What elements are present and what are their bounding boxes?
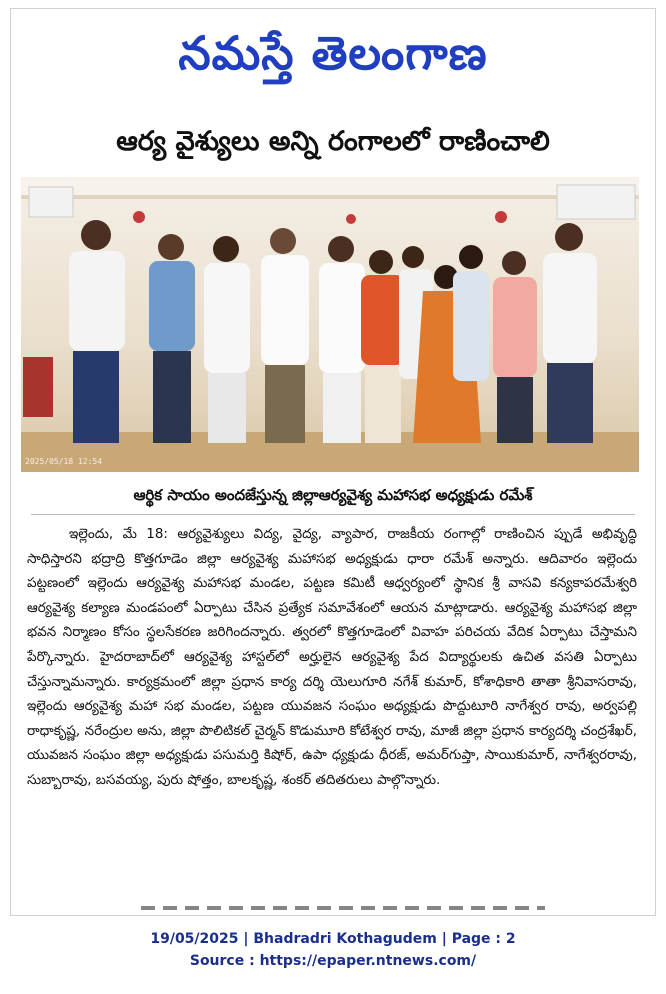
photo-timestamp: 2025/05/18 12:54 xyxy=(25,457,103,466)
article-headline: ఆర్య వైశ్యులు అన్ని రంగాలలో రాణించాలి xyxy=(116,126,550,157)
article-body: ఇల్లెందు, మే 18: ఆర్యవైశ్యులు విద్య, వైద్య, వ్యాపార, రాజకీయ రంగాల్లో రాణించిన ప్పుడే అభివృద్ధి సాధిస్తారని భద్రాద్రి కొత్తగూడెం జిల్లా ఆర్యవైశ్య మహాసభ అధ్యక్షుడు ధారా రమేశ్ అన్నారు. ఆదివారం ఇల్లెందు పట్టణంలో ఇల్లెందు ఆర్యవైశ్య మహాసభ మండల, పట్టణ కమిటీ ఆధ్వర్యంలో స్థానిక శ్రీ వాసవి కన్యకాపరమేశ్వరి ఆర్యవైశ్య కల్యాణ మండపంలో ఏర్పాటు చేసిన ప్రత్యేక సమావేశంలో ఆయన మాట్లాడారు. ఆర్యవైశ్య మహాసభ జిల్లా భవన నిర్మాణం కోసం స్థలసేకరణ జరిగిందన్నారు. త్వరలో కొత్తగూడెంలో వివాహ పరిచయ వేదిక ఏర్పాటు చేస్తామని పేర్కొన్నారు. హైదరాబాద్‌లో ఆర్యవైశ్య హాస్టల్‌లో అర్హులైన ఆర్యవైశ్య పేద విద్యార్థులకు ఉచిత వసతి ఏర్పాటు చేస్తున్నామన్నారు. కార్యక్రమంలో జిల్లా ప్రధాన కార్య దర్శి యెలుగూరి నగేశ్ కుమార్, కోశాధికారి తాతా శ్రీనివాసరావు, ఇల్లెందు ఆర్యవైశ్య మహా సభ మండల, పట్టణ యువజన సంఘం అధ్యక్షుడు పొద్దుటూరి నాగేశ్వర రావు, అర్వపల్లి రాధాకృష్ణ, నరేంద్రుల అను, జిల్లా పొలిటికల్ చైర్మన్ కొడుమూరి కోటేశ్వర రావు, మాజీ జిల్లా ప్రధాన కార్యదర్శి చంద్రశేఖర్, యువజన సంఘం జిల్లా అధ్యక్షుడు పసుమర్తి కిషోర్, ఉపా ధ్యక్షుడు ధీరజ్, అమర్‌గుప్తా, సాయికుమార్, నాగేశ్వరరావు, సుబ్బారావు, బసవయ్య, పురు షోత్తం, బాలకృష్ణ, శంకర్ తదితరులు పాల్గొన్నారు. xyxy=(27,526,637,788)
newspaper-masthead: నమస్తే తెలంగాణ xyxy=(178,26,488,80)
clipping-cut-edge xyxy=(141,906,545,910)
article-photo xyxy=(21,177,639,472)
footer-date-edition: 19/05/2025 | Bhadradri Kothagudem | Page : 2 xyxy=(150,931,516,947)
caption-divider xyxy=(31,514,635,515)
group-photo-illustration xyxy=(21,177,639,472)
footer-source: Source : https://epaper.ntnews.com/ xyxy=(189,953,477,969)
page-footer xyxy=(0,928,666,972)
photo-caption: ఆర్థిక సాయం అందజేస్తున్న జిల్లాఆర్యవైశ్య మహాసభ అధ్యక్షుడు రమేశ్ xyxy=(133,486,533,504)
news-clipping xyxy=(10,8,656,916)
